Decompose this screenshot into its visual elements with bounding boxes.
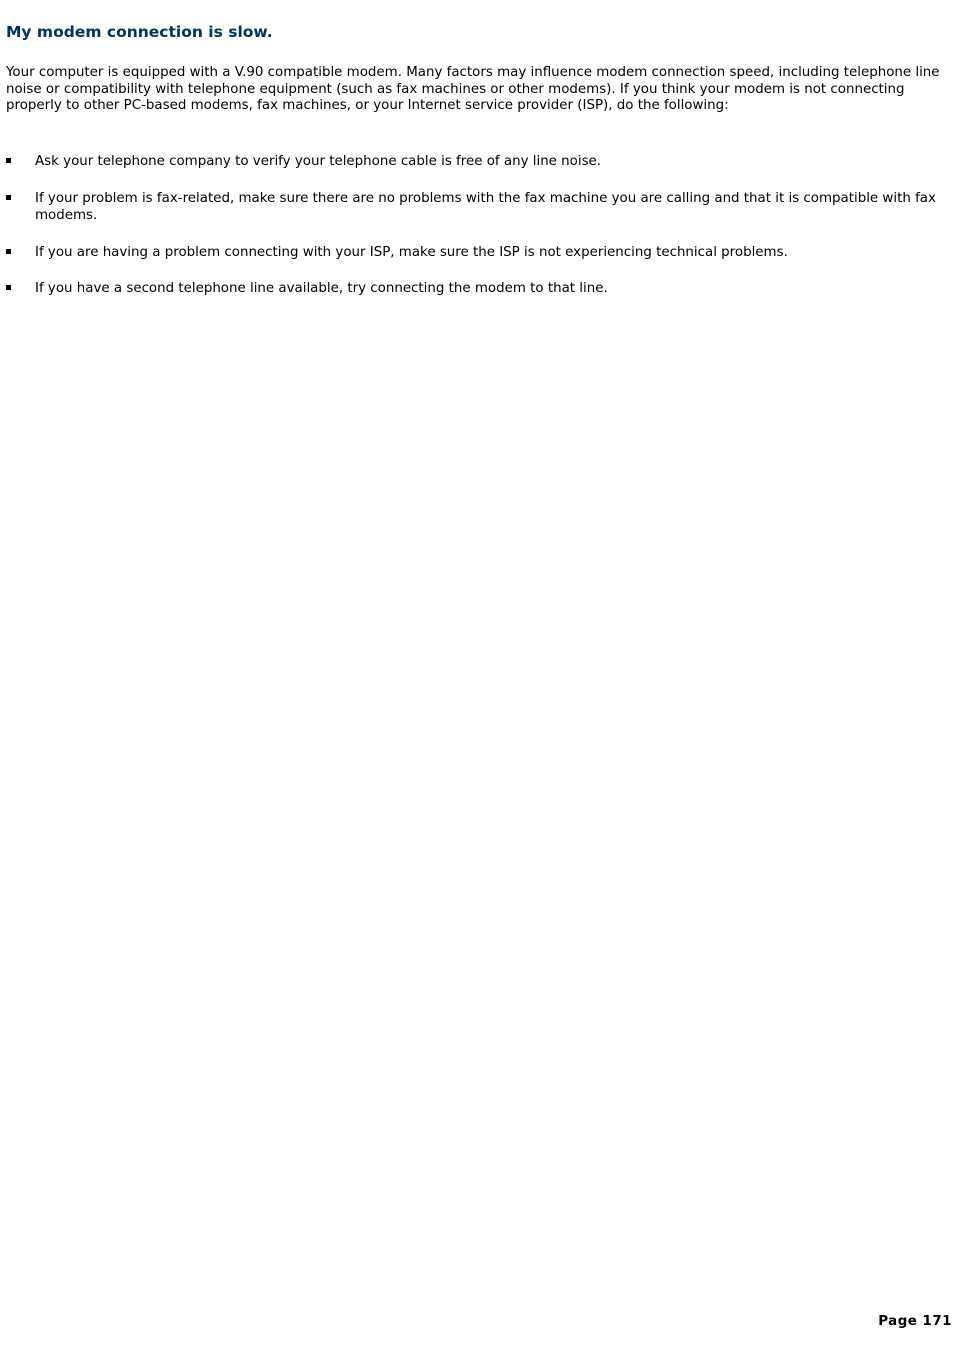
list-item-text: If you are having a problem connecting with your ISP, make sure the ISP is not experiencing technical problems. (35, 244, 788, 260)
square-bullet-icon (6, 249, 11, 254)
list-item (6, 190, 936, 225)
square-bullet-icon (6, 158, 11, 163)
square-bullet-icon (6, 195, 11, 200)
list-item (6, 280, 936, 298)
page-number: Page 171 (878, 1314, 952, 1329)
list-item-text: If you have a second telephone line available, try connecting the modem to that line. (35, 281, 608, 297)
list-item (6, 153, 936, 171)
list-item-text: Ask your telephone company to verify your telephone cable is free of any line noise. (35, 154, 602, 169)
intro-paragraph: Your computer is equipped with a V.90 compatible modem. Many factors may influence modem connection speed, including telephone line noise or compatibility with telephone equipment (such as fax machines or other modems). If you think your modem is not connecting properly to other PC-based modems, fax machines, or your Internet service provider (ISP), do the following: (6, 65, 940, 114)
square-bullet-icon (6, 285, 11, 290)
list-item (6, 244, 936, 262)
page-title: My modem connection is slow. (6, 23, 273, 41)
list-item-text: If your problem is fax-related, make sure there are no problems with the fax machine you are calling and that it is compatible with fax modems. (35, 190, 936, 224)
troubleshooting-list (6, 153, 936, 317)
